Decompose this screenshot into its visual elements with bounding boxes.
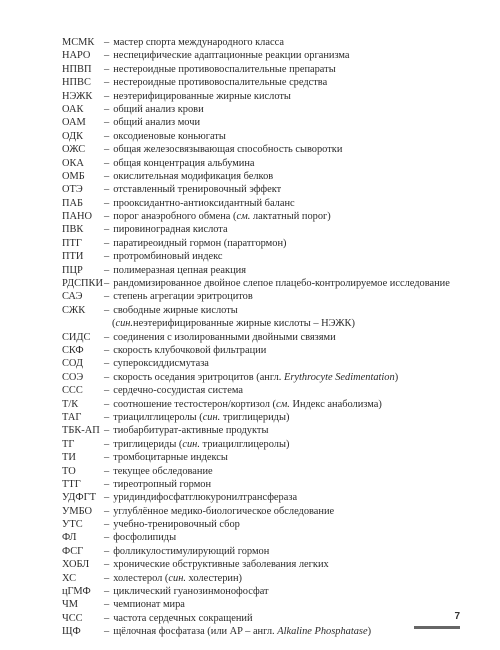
abbreviation-term: ОМБ xyxy=(62,170,85,182)
definition-dash: – xyxy=(104,63,110,75)
definition-dash: – xyxy=(104,50,110,62)
definition-text: ) xyxy=(394,371,399,383)
abbreviation-term: ХС xyxy=(62,572,77,584)
definition-dash: – xyxy=(104,77,110,89)
abbreviation-row xyxy=(62,277,482,290)
definition-text: циклический гуанозинмонофосфат xyxy=(113,586,269,598)
abbreviation-term: СИДС xyxy=(62,331,91,343)
definition-dash: – xyxy=(104,251,110,263)
abbreviation-term: СОД xyxy=(62,358,84,370)
definition-text: лактатный порог) xyxy=(250,211,331,223)
abbreviation-term: ПТИ xyxy=(62,251,84,263)
abbreviation-row xyxy=(62,357,482,370)
abbreviation-term: ТАГ xyxy=(62,411,82,423)
abbreviation-term: ОАК xyxy=(62,103,84,115)
abbreviation-definition xyxy=(104,170,273,183)
abbreviation-term: ССС xyxy=(62,385,83,397)
abbreviation-term: ОТЭ xyxy=(62,184,83,196)
definition-italic-text: Erythrocyte Sedimentation xyxy=(283,371,395,383)
definition-dash: – xyxy=(104,331,110,343)
abbreviation-term: УМБО xyxy=(62,505,92,517)
definition-dash: – xyxy=(104,90,110,102)
abbreviation-definition xyxy=(104,143,342,156)
abbreviation-term: ПАНО xyxy=(62,211,93,223)
abbreviation-definition xyxy=(104,625,371,638)
definition-dash: – xyxy=(104,358,110,370)
abbreviation-row xyxy=(62,304,482,317)
abbreviation-term: ОКА xyxy=(62,157,84,169)
abbreviation-row xyxy=(62,90,482,103)
abbreviation-definition xyxy=(104,183,281,196)
abbreviation-row xyxy=(62,331,482,344)
definition-text: чемпионат мира xyxy=(113,599,185,611)
abbreviation-definition xyxy=(104,116,200,129)
definition-text: степень агрегации эритроцитов xyxy=(113,291,253,303)
abbreviation-term: НПВП xyxy=(62,63,92,75)
abbreviation-row xyxy=(62,451,482,464)
abbreviation-row xyxy=(62,36,482,49)
abbreviation-row xyxy=(62,344,482,357)
abbreviation-term: УДФГТ xyxy=(62,492,96,504)
definition-text: учебно-тренировочный сбор xyxy=(113,519,240,531)
definition-text: прооксидантно-антиоксидантный баланс xyxy=(113,197,295,209)
abbreviation-term: РДСПКИ xyxy=(62,278,103,290)
abbreviation-definition xyxy=(104,277,450,290)
abbreviation-definition xyxy=(104,304,238,317)
definition-dash: – xyxy=(104,170,110,182)
definition-dash: – xyxy=(104,492,110,504)
abbreviation-term: Т/К xyxy=(62,398,79,410)
abbreviation-term: ХОБЛ xyxy=(62,559,90,571)
abbreviation-definition xyxy=(104,545,269,558)
abbreviation-term: ТО xyxy=(62,465,76,477)
abbreviation-row xyxy=(62,558,482,571)
definition-dash: – xyxy=(104,237,110,249)
abbreviation-definition xyxy=(104,572,242,585)
definition-dash: – xyxy=(104,599,110,611)
definition-text: скорость клубочковой фильтрации xyxy=(113,344,267,356)
abbreviation-definition xyxy=(104,478,211,491)
definition-dash: – xyxy=(104,559,110,571)
abbreviation-row xyxy=(62,411,482,424)
definition-dash: – xyxy=(104,184,110,196)
abbreviation-definition xyxy=(104,585,269,598)
abbreviation-definition xyxy=(104,103,204,116)
definition-dash: – xyxy=(104,438,110,450)
abbreviation-definition xyxy=(104,558,329,571)
abbreviation-term: НЭЖК xyxy=(62,90,93,102)
abbreviation-row xyxy=(62,210,482,223)
definition-text: Индекс анаболизма) xyxy=(289,398,382,410)
definition-dash: – xyxy=(104,612,110,624)
definition-text: холестерин) xyxy=(185,572,243,584)
definition-dash: – xyxy=(104,519,110,531)
definition-text: текущее обследование xyxy=(113,465,213,477)
abbreviation-definition xyxy=(104,237,286,250)
definition-text: углублённое медико-биологическое обследование xyxy=(113,505,335,517)
abbreviation-row xyxy=(62,170,482,183)
abbreviation-row xyxy=(62,612,482,625)
abbreviation-definition xyxy=(104,531,176,544)
definition-dash: – xyxy=(104,344,110,356)
definition-dash: – xyxy=(104,278,110,290)
note-text: неэтерифицированные жирные кислоты – НЭЖК) xyxy=(133,318,355,330)
definition-dash: – xyxy=(104,371,110,383)
abbreviation-term: СЖК xyxy=(62,304,86,316)
abbreviation-definition xyxy=(104,411,289,424)
abbreviation-row xyxy=(62,76,482,89)
definition-dash: – xyxy=(104,586,110,598)
abbreviation-definition xyxy=(104,197,295,210)
definition-text: мастер спорта международного класса xyxy=(113,37,284,48)
definition-text: протромбиновый индекс xyxy=(113,251,223,263)
abbreviation-term: ФСГ xyxy=(62,545,84,557)
definition-text: холестерол ( xyxy=(113,572,169,584)
abbreviation-row xyxy=(62,545,482,558)
abbreviation-row xyxy=(62,116,482,129)
definition-italic-text: см. xyxy=(236,211,251,223)
abbreviation-row xyxy=(62,478,482,491)
abbreviation-row xyxy=(62,223,482,236)
abbreviation-definition xyxy=(104,438,289,451)
definition-text: фолликулостимулирующий гормон xyxy=(113,545,270,557)
definition-text: тромбоцитарные индексы xyxy=(113,452,228,464)
abbreviation-definition xyxy=(104,598,185,611)
abbreviation-row xyxy=(62,103,482,116)
abbreviation-definition xyxy=(104,290,253,303)
definition-text: общий анализ мочи xyxy=(113,117,201,129)
definition-italic-text: см. xyxy=(276,398,290,410)
page-number: 7 xyxy=(454,611,460,622)
abbreviation-row xyxy=(62,491,482,504)
abbreviation-definition xyxy=(104,250,223,263)
definition-text: тиреотропный гормон xyxy=(113,478,212,490)
note-italic-text: син. xyxy=(115,318,134,330)
abbreviation-term: ПЦР xyxy=(62,264,83,276)
definition-text: соединения с изолированными двойными связями xyxy=(113,331,336,343)
definition-text: фосфолипиды xyxy=(113,532,177,544)
definition-text: общий анализ крови xyxy=(113,103,204,115)
definition-italic-text: Alkaline Phosphatase xyxy=(277,626,368,638)
abbreviation-term: НАРО xyxy=(62,50,91,62)
abbreviation-definition xyxy=(104,157,255,170)
definition-dash: – xyxy=(104,130,110,142)
definition-text: соотношение тестостерон/кортизол ( xyxy=(113,398,277,410)
abbreviation-term: ТГ xyxy=(62,438,75,450)
abbreviation-term: цГМФ xyxy=(62,586,91,598)
abbreviation-row xyxy=(62,197,482,210)
abbreviation-definition xyxy=(104,398,382,411)
abbreviation-note xyxy=(62,317,482,330)
abbreviation-term: НПВС xyxy=(62,77,91,89)
abbreviation-definition xyxy=(104,451,228,464)
definition-dash: – xyxy=(104,144,110,156)
abbreviation-list xyxy=(62,36,482,639)
abbreviation-row xyxy=(62,398,482,411)
abbreviation-row xyxy=(62,585,482,598)
definition-dash: – xyxy=(104,264,110,276)
definition-text: триглицериды) xyxy=(220,411,290,423)
abbreviation-definition xyxy=(104,518,240,531)
abbreviation-definition xyxy=(104,505,334,518)
definition-italic-text: син. xyxy=(182,438,200,450)
definition-italic-text: син. xyxy=(202,411,221,423)
abbreviation-term: МСМК xyxy=(62,37,95,48)
definition-dash: – xyxy=(104,572,110,584)
abbreviation-definition xyxy=(104,491,297,504)
abbreviation-row xyxy=(62,424,482,437)
definition-dash: – xyxy=(104,465,110,477)
abbreviation-definition xyxy=(104,223,228,236)
abbreviation-term: УТС xyxy=(62,519,83,531)
definition-text: неспецифические адаптационные реакции организма xyxy=(113,50,350,62)
abbreviation-term: ЩФ xyxy=(62,626,81,638)
definition-dash: – xyxy=(104,626,110,638)
definition-text: триацилглицеролы ( xyxy=(113,411,203,423)
abbreviation-definition xyxy=(104,371,398,384)
abbreviation-row xyxy=(62,438,482,451)
abbreviation-row xyxy=(62,384,482,397)
definition-dash: – xyxy=(104,411,110,423)
definition-text: нестероидные противовоспалительные средства xyxy=(113,77,328,89)
definition-dash: – xyxy=(104,103,110,115)
definition-dash: – xyxy=(104,385,110,397)
page-number-rule xyxy=(414,626,460,629)
definition-text: рандомизированное двойное слепое плацебо-контролируемое исследование xyxy=(113,278,450,290)
abbreviation-term: ЧСС xyxy=(62,612,83,624)
abbreviation-row xyxy=(62,572,482,585)
definition-dash: – xyxy=(104,398,110,410)
abbreviation-row xyxy=(62,371,482,384)
abbreviation-row xyxy=(62,157,482,170)
definition-text: нестероидные противовоспалительные препараты xyxy=(113,63,336,75)
abbreviation-definition xyxy=(104,424,268,437)
abbreviation-definition xyxy=(104,90,291,103)
definition-text: отставленный тренировочный эффект xyxy=(113,184,282,196)
abbreviation-row xyxy=(62,63,482,76)
definition-dash: – xyxy=(104,211,110,223)
abbreviation-definition xyxy=(104,210,331,223)
definition-text: скорость оседания эритроцитов (англ. xyxy=(113,371,284,383)
definition-dash: – xyxy=(104,37,110,48)
abbreviation-row xyxy=(62,49,482,62)
abbreviation-term: СОЭ xyxy=(62,371,84,383)
abbreviation-definition xyxy=(104,612,253,625)
definition-text: общая концентрация альбумина xyxy=(113,157,255,169)
definition-text: пировиноградная кислота xyxy=(113,224,228,236)
abbreviation-definition xyxy=(104,76,327,89)
abbreviation-row xyxy=(62,264,482,277)
definition-text: уридиндифосфатглюкуронилтрансфераза xyxy=(113,492,298,504)
definition-text: общая железосвязывающая способность сыворотки xyxy=(113,144,343,156)
definition-text: щёлочная фосфатаза (или AP – англ. xyxy=(113,626,278,638)
abbreviation-term: ТТГ xyxy=(62,478,81,490)
abbreviation-definition xyxy=(104,344,266,357)
abbreviation-term: ФЛ xyxy=(62,532,77,544)
definition-dash: – xyxy=(104,291,110,303)
abbreviation-term: ОАМ xyxy=(62,117,86,129)
abbreviation-row xyxy=(62,143,482,156)
definition-dash: – xyxy=(104,224,110,236)
abbreviation-definition xyxy=(104,357,209,370)
definition-text: неэтерифицированные жирные кислоты xyxy=(113,90,291,102)
definition-text: порог анаэробного обмена ( xyxy=(113,211,237,223)
abbreviation-row xyxy=(62,130,482,143)
abbreviation-term: ТБК-АП xyxy=(62,425,100,437)
definition-text: тиобарбитурат-активные продукты xyxy=(113,425,269,437)
abbreviation-row xyxy=(62,598,482,611)
definition-text: оксодиеновые коньюгаты xyxy=(113,130,226,142)
definition-dash: – xyxy=(104,157,110,169)
abbreviation-term: ТИ xyxy=(62,452,76,464)
definition-text: триацилглицеролы) xyxy=(199,438,290,450)
abbreviation-row xyxy=(62,250,482,263)
abbreviation-term: ПВК xyxy=(62,224,84,236)
definition-text: триглицериды ( xyxy=(113,438,183,450)
note-text: ( xyxy=(112,318,116,330)
abbreviation-row xyxy=(62,237,482,250)
abbreviation-row xyxy=(62,290,482,303)
definition-text: полимеразная цепная реакция xyxy=(113,264,246,276)
abbreviation-row xyxy=(62,505,482,518)
abbreviation-row xyxy=(62,518,482,531)
definition-text: частота сердечных сокращений xyxy=(113,612,253,624)
definition-dash: – xyxy=(104,452,110,464)
definition-text: супероксиддисмутаза xyxy=(113,358,209,370)
abbreviation-definition xyxy=(104,264,246,277)
abbreviation-definition xyxy=(104,63,336,76)
definition-text: свободные жирные кислоты xyxy=(113,304,238,316)
definition-dash: – xyxy=(104,117,110,129)
definition-text: паратиреоидный гормон (паратгормон) xyxy=(113,237,287,249)
abbreviation-term: СКФ xyxy=(62,344,84,356)
abbreviation-term: САЭ xyxy=(62,291,83,303)
definition-dash: – xyxy=(104,425,110,437)
abbreviation-row xyxy=(62,531,482,544)
definition-italic-text: син. xyxy=(168,572,186,584)
abbreviation-definition xyxy=(104,384,243,397)
definition-text: окислительная модификация белков xyxy=(113,170,274,182)
definition-dash: – xyxy=(104,478,110,490)
abbreviation-definition xyxy=(104,36,284,49)
definition-dash: – xyxy=(104,545,110,557)
abbreviation-term: ПТГ xyxy=(62,237,82,249)
abbreviation-definition xyxy=(104,130,226,143)
abbreviation-term: ЧМ xyxy=(62,599,78,611)
abbreviation-row xyxy=(62,183,482,196)
definition-dash: – xyxy=(104,197,110,209)
abbreviation-definition xyxy=(104,331,336,344)
abbreviation-term: ПАБ xyxy=(62,197,83,209)
definition-dash: – xyxy=(104,505,110,517)
definition-text: сердечно-сосудистая система xyxy=(113,385,243,397)
definition-dash: – xyxy=(104,532,110,544)
abbreviation-term: ОЖС xyxy=(62,144,86,156)
abbreviation-definition xyxy=(104,465,213,478)
abbreviation-term: ОДК xyxy=(62,130,84,142)
abbreviation-row xyxy=(62,465,482,478)
definition-text: ) xyxy=(367,626,372,638)
definition-text: хронические обструктивные заболевания легких xyxy=(113,559,329,571)
definition-dash: – xyxy=(104,304,110,316)
abbreviation-definition xyxy=(104,49,350,62)
